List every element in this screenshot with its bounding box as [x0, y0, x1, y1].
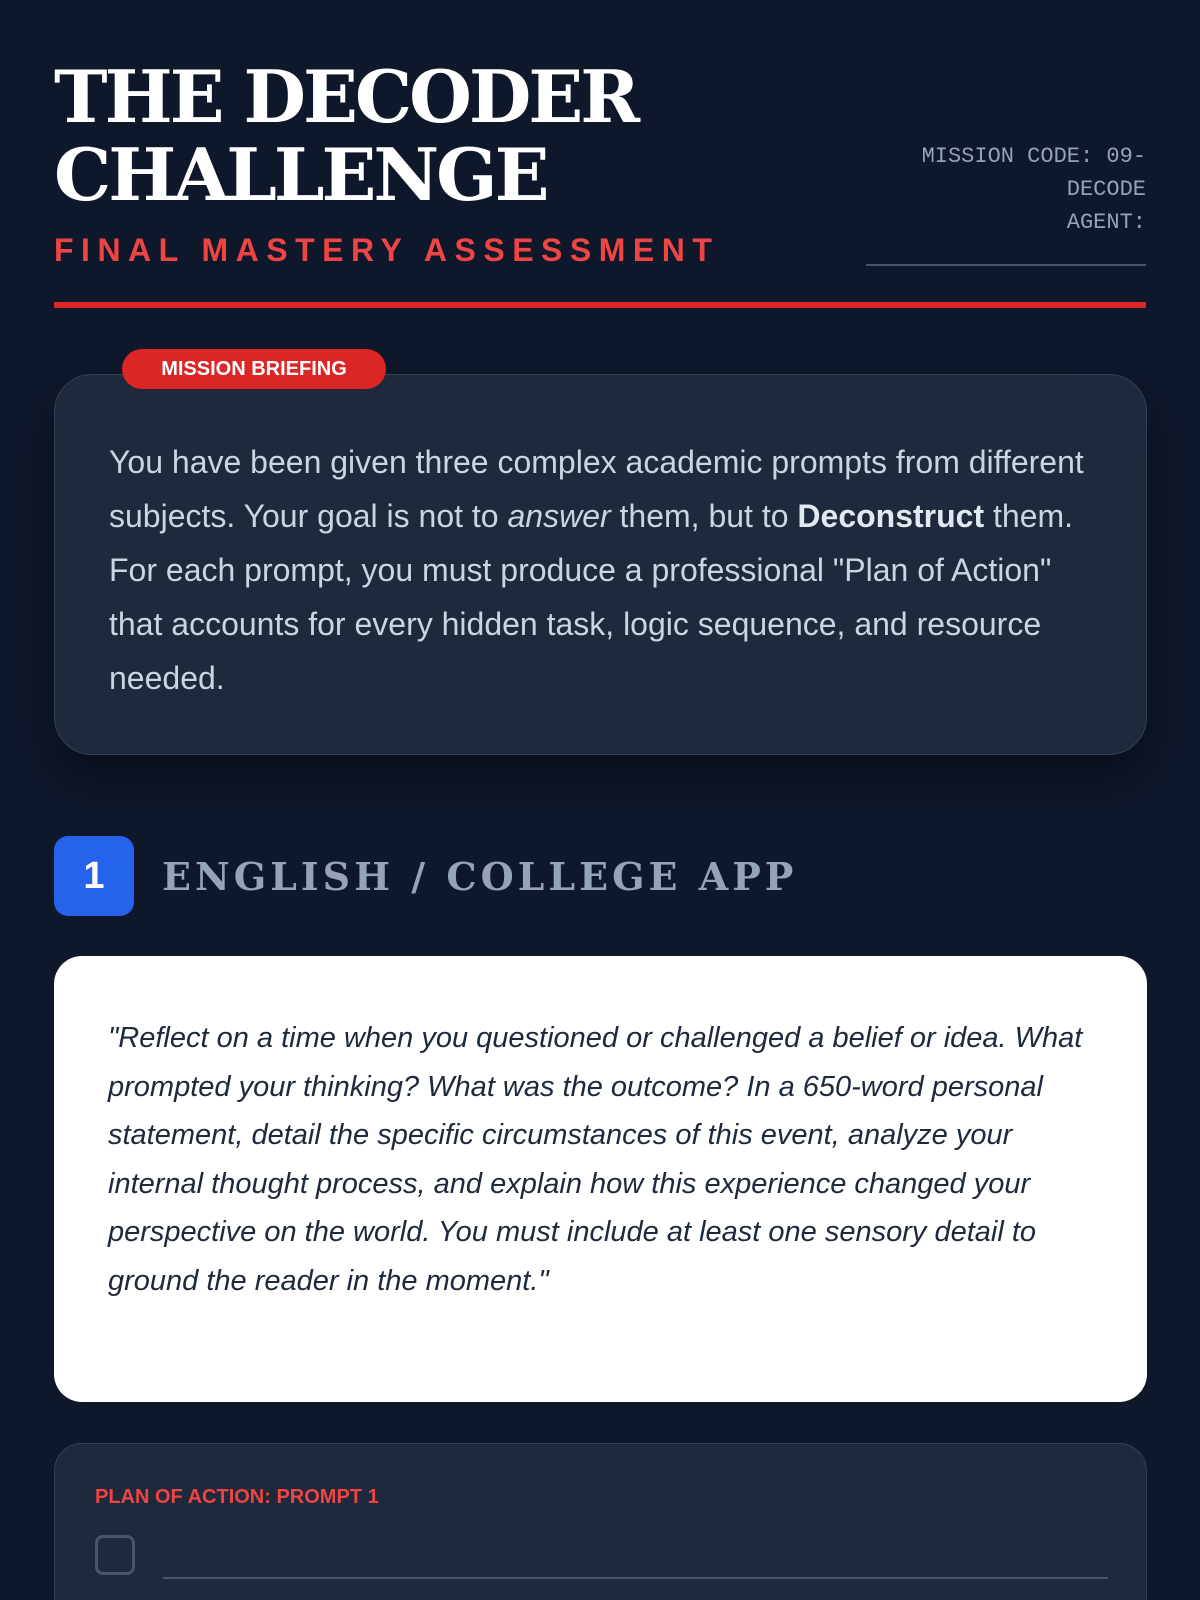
agent-name-field[interactable]	[866, 264, 1146, 266]
mission-briefing-badge: MISSION BRIEFING	[122, 349, 386, 389]
briefing-text-part-3: them. For each prompt, you must produce a professional "Plan of Action" that accounts for every hidden task, logic sequence, and resource needed.	[109, 498, 1074, 696]
plan-step-input-line[interactable]	[163, 1577, 1108, 1579]
agent-label: AGENT:	[1066, 210, 1146, 235]
page-header	[54, 0, 1146, 308]
title-line-2: CHALLENGE	[54, 132, 547, 217]
briefing-text-part-1: You have been given three complex academic prompts from different subjects. Your goal is not to	[109, 444, 1084, 534]
plan-step-row	[95, 1535, 1106, 1579]
plan-of-action-card	[54, 1443, 1147, 1600]
page-title	[54, 54, 694, 217]
section-title: ENGLISH / COLLEGE APP	[162, 853, 798, 899]
mission-code-line-1: MISSION CODE: 09-	[921, 144, 1146, 169]
plan-of-action-label: PLAN OF ACTION: PROMPT 1	[95, 1486, 379, 1508]
briefing-text-emphasis: answer	[507, 498, 611, 534]
prompt-text: "Reflect on a time when you questioned or challenged a belief or idea. What prompted your thinking? What was the outcome? In a 650-word personal statement, detail the specific circumstances of this event, analyze your internal thought process, and explain how this experience changed your perspective on the world. You must include at least one sensory detail to ground the reader in the moment."	[108, 1022, 1083, 1297]
prompt-card	[54, 956, 1147, 1402]
section-heading	[54, 836, 797, 916]
mission-briefing-card	[54, 374, 1147, 755]
section-number-badge: 1	[54, 836, 134, 916]
mission-code-line-2: DECODE	[1066, 177, 1146, 202]
title-line-1: THE DECODER	[54, 54, 638, 139]
briefing-text-strong: Deconstruct	[797, 498, 985, 534]
briefing-text-part-2: them, but to	[610, 498, 798, 534]
plan-step-checkbox[interactable]	[95, 1535, 135, 1575]
page-subtitle: FINAL MASTERY ASSESSMENT	[54, 232, 720, 268]
mission-meta	[866, 140, 1146, 239]
briefing-text	[109, 435, 1092, 705]
